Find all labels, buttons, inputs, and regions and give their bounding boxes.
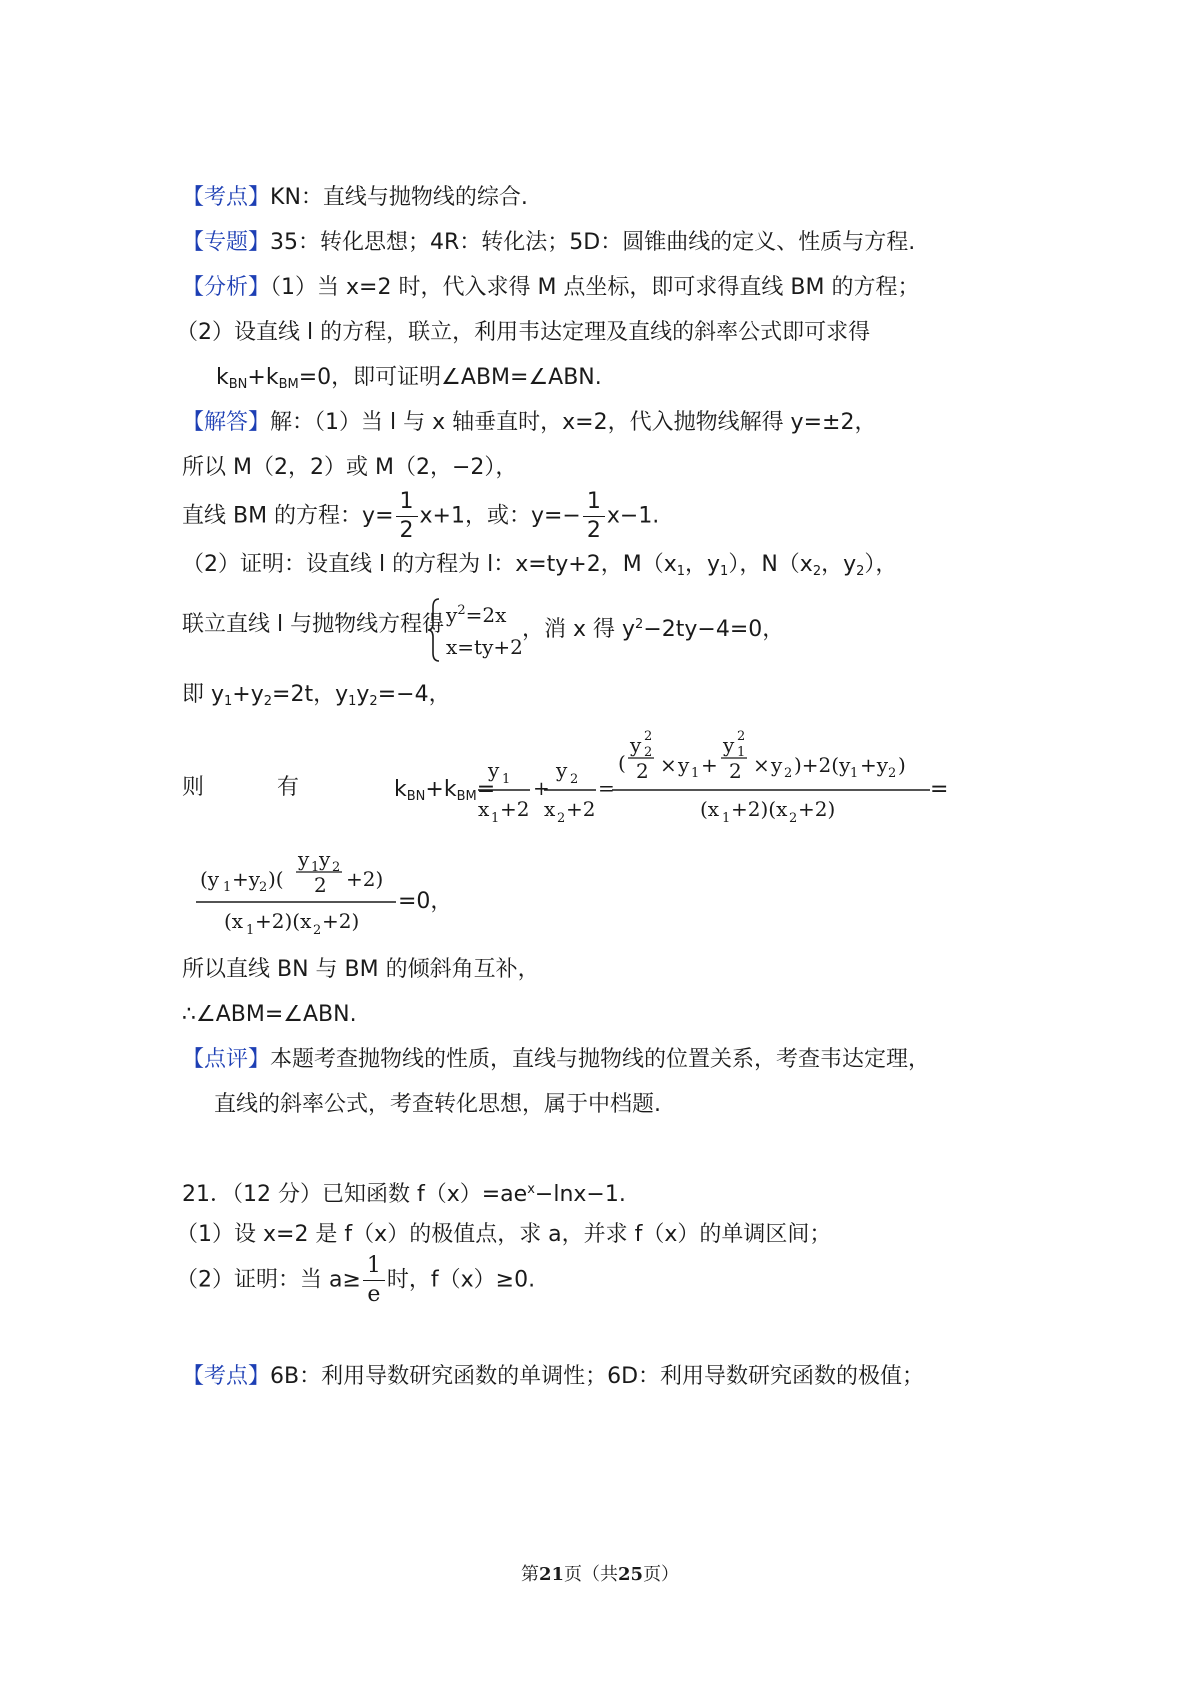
k-symbol: k [216, 365, 229, 390]
svg-text:+2)(x: +2)(x [255, 909, 312, 933]
svg-text:y: y [771, 753, 783, 777]
line4-c: ），N（x [728, 552, 813, 577]
dianping-line-2: 直线的斜率公式，考查转化思想，属于中档题. [214, 1092, 661, 1117]
sub-2: 2 [812, 564, 822, 579]
svg-text:y: y [723, 733, 735, 757]
q21-part-2-b: 时，f（x）≥0. [386, 1267, 536, 1293]
ze-text: 则 [182, 775, 205, 800]
svg-text:+2)(x: +2)(x [731, 797, 788, 821]
svg-text:2: 2 [729, 759, 742, 783]
fenxi-tag: 【分析】 [182, 275, 271, 300]
bm-equation-label: 直线 BM 的方程：y= [182, 503, 394, 529]
ji-y: 即 y [182, 682, 225, 707]
plus-k: +k [425, 777, 457, 802]
jieda-line-5b [522, 610, 784, 645]
system-eq-1 [446, 597, 506, 629]
kaodian-tag: 【考点】 [182, 185, 271, 210]
svg-text:)(: )( [268, 867, 284, 891]
system-eq-2: x=ty+2 [446, 635, 523, 659]
svg-text:1: 1 [722, 811, 731, 826]
line4-a: （2）证明：设直线 l 的方程为 l：x=ty+2，M（x [182, 552, 677, 577]
footer-c: 页） [643, 1564, 680, 1585]
svg-text:1: 1 [223, 880, 232, 895]
svg-text:+: + [701, 753, 718, 777]
sub-1: 1 [224, 694, 233, 709]
kaodian2-tag: 【考点】 [182, 1364, 271, 1389]
kaodian-line [182, 183, 528, 213]
sup-2: 2 [457, 603, 466, 618]
svg-text:+2: +2 [500, 797, 530, 821]
jieda-tag: 【解答】 [182, 410, 271, 435]
jieda-line-5 [182, 610, 444, 640]
svg-text:(y: (y [200, 867, 220, 891]
fenxi-text-1: （1）当 x=2 时，代入求得 M 点坐标，即可求得直线 BM 的方程； [270, 275, 920, 300]
svg-text:y: y [678, 753, 690, 777]
frac-den: e [367, 1282, 381, 1307]
svg-text:+: + [533, 776, 550, 800]
dianping-tag: 【点评】 [182, 1047, 271, 1072]
svg-text:2: 2 [784, 766, 793, 781]
svg-text:1: 1 [850, 766, 859, 781]
result-zero: =0， [398, 889, 453, 914]
slope-sum-formula [478, 722, 948, 832]
svg-text:1: 1 [491, 811, 500, 826]
fraction-half-1 [396, 488, 418, 545]
footer-a: 第 [520, 1564, 539, 1585]
sub-bn: BN [228, 377, 248, 392]
svg-text:+y: +y [232, 867, 261, 891]
plus-k: +k [247, 365, 279, 390]
sub-2: 2 [856, 564, 865, 579]
svg-text:y: y [488, 758, 500, 782]
sup-2: 2 [635, 617, 644, 632]
equals: = [476, 777, 496, 802]
page-footer [0, 1560, 1200, 1586]
fenxi-conclusion: =0，即可证明∠ABM=∠ABN. [298, 365, 602, 390]
svg-text:+2): +2) [798, 797, 836, 821]
zhuanti-tag: 【专题】 [182, 230, 271, 255]
svg-text:2: 2 [644, 745, 653, 760]
frac-num: 1 [363, 1252, 385, 1281]
svg-text:2: 2 [332, 860, 341, 875]
sup-x: x [527, 1182, 535, 1197]
sys1-y: y [446, 603, 458, 627]
svg-text:1: 1 [737, 745, 746, 760]
svg-text:1: 1 [246, 923, 255, 938]
sub-bm: BM [278, 377, 299, 392]
svg-text:(: ( [618, 751, 626, 775]
svg-text:+y: +y [860, 753, 889, 777]
svg-text:)+2(y: )+2(y [794, 753, 851, 777]
frac-den: 2 [586, 518, 601, 543]
svg-text:y: y [630, 733, 642, 757]
svg-text:2: 2 [259, 880, 268, 895]
sub-bn: BN [406, 789, 426, 804]
line4-b: ，y [685, 552, 721, 577]
line4-e: ）， [864, 552, 898, 577]
jieda-line-10: 所以直线 BN 与 BM 的倾斜角互补， [182, 957, 540, 982]
sub-2: 2 [369, 694, 378, 709]
svg-text:(x: (x [224, 909, 244, 933]
k-symbol: k [394, 777, 407, 802]
frac-num: 1 [583, 488, 605, 517]
product-neg4: =−4， [377, 682, 451, 707]
svg-text:2: 2 [644, 729, 653, 744]
jieda-line-3 [182, 488, 659, 545]
zhuanti-text: 35：转化思想；4R：转化法；5D：圆锥曲线的定义、性质与方程. [270, 230, 916, 255]
sum-2t: =2t，y [272, 682, 349, 707]
left-brace [427, 597, 441, 663]
fenxi-line-1 [182, 273, 919, 303]
q21-part-1: （1）设 x=2 是 f（x）的极值点，求 a，并求 f（x）的单调区间； [176, 1222, 832, 1247]
svg-text:y: y [556, 758, 568, 782]
svg-text:(x: (x [700, 797, 720, 821]
footer-b: 页（共 [564, 1564, 618, 1585]
q21-part-2 [176, 1252, 535, 1309]
you-text: 有 [277, 775, 300, 800]
sub-1: 1 [676, 564, 686, 579]
q21-head-a: 21．（12 分）已知函数 f（x）=ae [182, 1182, 528, 1207]
svg-text:2: 2 [313, 923, 322, 938]
svg-text:y: y [298, 847, 310, 871]
svg-text:1: 1 [502, 772, 511, 787]
q21-part-2-a: （2）证明：当 a≥ [176, 1267, 361, 1293]
xiao-x: ，消 x 得 y [522, 617, 636, 642]
sub-2: 2 [263, 694, 273, 709]
frac-den: 2 [399, 518, 414, 543]
equals-end: = [930, 777, 949, 802]
quad-eq: −2ty−4=0， [643, 617, 785, 642]
svg-text:2: 2 [636, 759, 649, 783]
line4-d: ，y [821, 552, 857, 577]
svg-text:1: 1 [311, 860, 320, 875]
svg-text:2: 2 [314, 873, 327, 897]
svg-text:1: 1 [691, 766, 700, 781]
lianli-text: 联立直线 l 与抛物线方程得 [182, 612, 445, 637]
sub-1: 1 [720, 564, 729, 579]
kaodian2-line [182, 1362, 924, 1392]
svg-text:×: × [660, 753, 677, 777]
jieda-line-6 [182, 680, 451, 717]
frac-num: 1 [396, 488, 418, 517]
svg-text:=: = [598, 776, 615, 800]
sys1-rhs: =2x [465, 603, 507, 627]
svg-text:2: 2 [789, 811, 798, 826]
kaodian2-text: 6B：利用导数研究函数的单调性；6D：利用导数研究函数的极值； [270, 1364, 925, 1389]
q21-head-b: −lnx−1. [534, 1182, 626, 1207]
bm-equation-mid: x+1，或：y=− [419, 503, 581, 529]
svg-text:x: x [478, 797, 490, 821]
zhuanti-line [182, 228, 915, 258]
sub-bm: BM [456, 789, 477, 804]
jieda-line-2: 所以 M（2，2）或 M（2，−2）， [182, 455, 518, 480]
dianping-line-1 [182, 1045, 930, 1075]
fenxi-line-2: （2）设直线 l 的方程，联立，利用韦达定理及直线的斜率公式即可求得 [176, 320, 871, 345]
svg-text:+2): +2) [346, 867, 384, 891]
svg-text:2: 2 [557, 811, 566, 826]
page-number: 21 [538, 1564, 564, 1585]
plus-y: +y [232, 682, 264, 707]
slope-sum-result [196, 838, 406, 938]
jieda-line-1 [182, 408, 876, 438]
svg-text:2: 2 [888, 766, 897, 781]
kaodian-text: KN：直线与抛物线的综合. [270, 185, 528, 210]
svg-text:x: x [544, 797, 556, 821]
jieda-text-1: 解：（1）当 l 与 x 轴垂直时，x=2，代入抛物线解得 y=±2， [270, 410, 877, 435]
fraction-half-2 [583, 488, 605, 545]
bm-equation-end: x−1. [606, 503, 660, 529]
svg-text:y: y [319, 847, 331, 871]
fraction-one-over-e [363, 1252, 385, 1309]
svg-text:): ) [898, 753, 906, 777]
jieda-line-4 [182, 550, 897, 587]
dianping-text-1: 本题考查抛物线的性质，直线与抛物线的位置关系，考查韦达定理， [270, 1047, 931, 1072]
svg-text:+2: +2 [566, 797, 596, 821]
fenxi-line-3 [216, 363, 602, 400]
q21-head [182, 1175, 626, 1210]
sub-1: 1 [348, 694, 357, 709]
svg-text:+2): +2) [322, 909, 360, 933]
y-times: y [356, 682, 370, 707]
svg-text:2: 2 [570, 772, 579, 787]
jieda-line-11: ∴∠ABM=∠ABN. [182, 1002, 357, 1027]
svg-text:×: × [753, 753, 770, 777]
page-total: 25 [618, 1564, 644, 1585]
svg-text:2: 2 [737, 729, 746, 744]
